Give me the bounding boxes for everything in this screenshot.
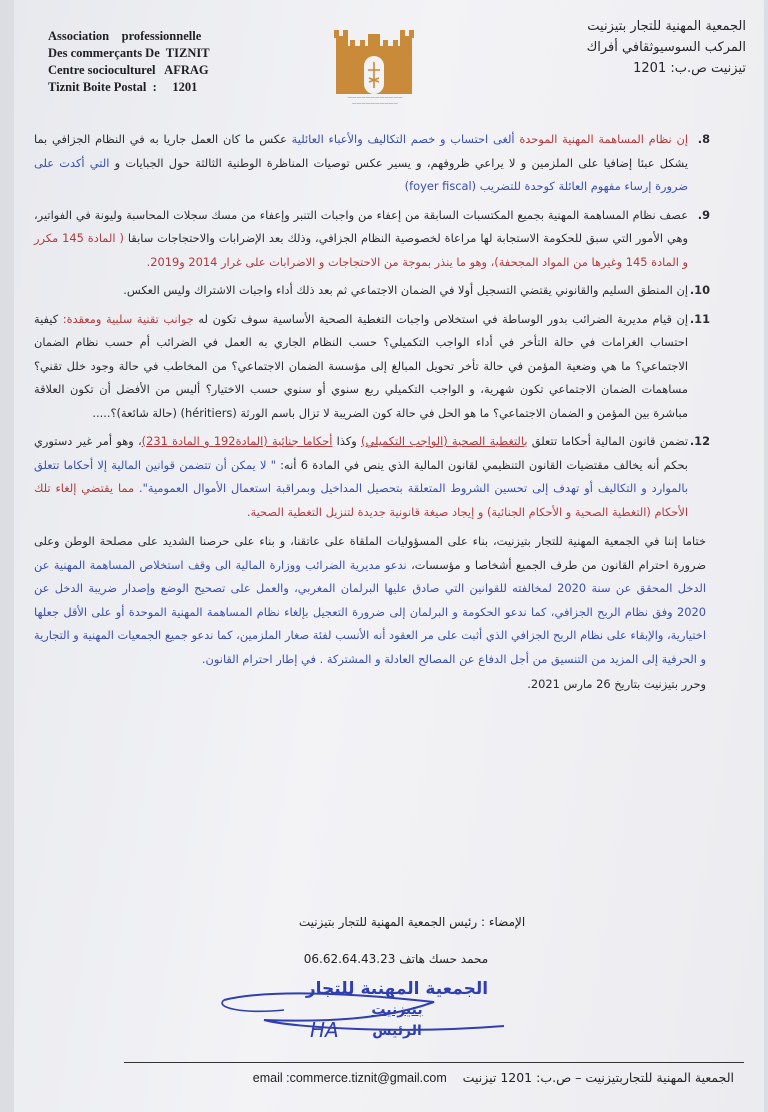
paragraph-number: 8. (697, 132, 710, 146)
text-run: عصف نظام المساهمة المهنية بجميع المكتسبات السابقة من إعفاء من واجبات التنبر وإعفاء من مسك سجلات المحاسبة وليونة في الفواتير، وهي الأمور التي سبق للحكومة الاستجابة لها مراعاة لخصوصية النظام الجزافي، وذلك بعد الإضرابات والاحتجاجات سابقا (34, 207, 688, 245)
signature-title: الإمضاء : رئيس الجمعية المهنية للتجار بتيزنيت (298, 915, 526, 929)
text-run: ندعو مديرية الضرائب ووزارة المالية الى وقف استخلاص المساهمة المهنية عن الدخل المحقق عن سنة 2020 لمخالفته للقوانين التي صادق عليها البرلمان المغربي، والعمل على تصحيح الوضع وإصدار ضريبة الدخل عن 2020 وفق نظام الربح الجزافي، كما ندعو الحكومة و البرلمان إلى ضرورة التعجيل بإلغاء نظام المساهمة المهنية الموحدة أو على الأقل جعلها اختيارية، والإبقاء على نظام الربح الجزافي الذي أثبت على مر العقود أنه الأنسب لفئة صغار الملزمين، كما ندعو جميع الجمعيات المهنية و التجارية و الحرفية إلى المزيد من التنسيق من أجل الدفاع عن المصالح العادلة و المشتركة . في إطار احترام القانون. (34, 557, 707, 666)
closing-paragraph (34, 530, 706, 671)
signature-initials: HA (310, 1018, 339, 1042)
text-run: إن قيام مديرية الضرائب بدور الوساطة في استخلاص واجبات التغطية الصحية الأساسية سوف تكون له (193, 311, 689, 326)
paragraph-number: 9. (697, 207, 710, 222)
footer-divider (124, 1062, 744, 1063)
text-run: كيفية احتساب الغرامات في حالة التأخر في أداء الواجب التكميلي؟ حسب النظام الجاري به العمل في الضرائب أم حسب نظام الضمان الاجتماعي؟ ما هي وضعية المؤمن في حالة تأخر تحويل المبالغ إلى مؤسسة الضمان الاجتماعي؟ من المخاطب في حالة وجود خلل تقني؟ مساهمات الضمان الاجتماعي تكون شهرية، و الواجب التكميلي ربع سنوي أو سنوي حسب الاختيار؟ أليس من الأفضل أن تكون العلاقة مباشرة بين المؤمن و الضمان الاجتماعي؟ ما هو الحل في حالة كون الضريبة لا تزال باسم الورثة (héritiers) (حالة شائعة)؟..... (34, 311, 688, 420)
paragraph-number: 10. (689, 283, 710, 297)
text-run: عكس ما كان العمل جاريا به في النظام الجزافي بما يشكل عبئا إضافيا على الملزمين و لا يراعي ظروفهم، و يسير عكس توصيات المناظرة الوطنية الثالثة حول الجبايات و (34, 132, 688, 170)
logo-caption: ———————————— —————————— (347, 96, 403, 107)
numbered-paragraph (34, 279, 710, 303)
stamp-line-city: بتيزنيت (371, 1002, 423, 1018)
text-run: إن المنطق السليم والقانوني يقتضي التسجيل أولا في الضمان الاجتماعي ثم بعد ذلك أداء واجبات الاشتراك وليس العكس. (123, 283, 688, 297)
footer-email: email :commerce.tiznit@gmail.com (252, 1071, 447, 1085)
text-run: وكذا (332, 434, 361, 448)
footer (174, 1070, 734, 1085)
text-run: ختاما إننا في الجمعية المهنية للتجار بتيزنيت، بناء على المسؤوليات الملقاة على عاتقنا، و بناء على حرصنا الشديد على مصلحة الوطن وعلى ضرورة احترام القانون من طرف الجميع أشخاصا و مؤسسات، (34, 534, 706, 572)
document-page (14, 0, 764, 1112)
paragraph-number: 11. (689, 311, 710, 326)
header-arabic-name: الجمعية المهنية للتجار بتيزنيت (587, 19, 746, 34)
header-arabic-postbox: تيزنيت ص.ب: 1201 (633, 61, 746, 76)
letter-body (34, 128, 710, 697)
header-french: Association professionnelle Des commerçants De TIZNIT Centre socioculturel AFRAG Tiznit Boite Postal : 1201 (48, 29, 210, 94)
paragraph-number: 12. (689, 434, 710, 448)
stamp-line-association: الجمعية المهنية للتجار (305, 979, 489, 999)
text-run: ( المادة 145 مكرر و المادة 145 وغيرها من المواد المجحفة)، وهو ما ينذر بموجة من الاحتجاجات و الاضرابات على غرار 2014 و2019. (34, 231, 688, 269)
header-arabic-center: المركب السوسيوثقافي أفراك (586, 40, 746, 55)
text-run: " لا يمكن أن تتضمن قوانين المالية إلا أحكاما تتعلق بالموارد و التكاليف أو تهدف إلى تحسين الشروط المتعلقة بتحصيل المداخيل وبمراقبة استعمال الأموال العمومية". (34, 457, 688, 495)
text-run: جوانب تقنية سلبية ومعقدة: (62, 311, 194, 326)
stamp-line-president: الرئيس (372, 1023, 422, 1039)
text-run: التي أكدت على ضرورة إرساء مفهوم العائلة كوحدة للتضريب (foyer fiscal) (34, 155, 688, 193)
numbered-paragraph (34, 128, 710, 199)
text-run: تضمن قانون المالية أحكاما تتعلق (527, 434, 689, 448)
numbered-paragraph (34, 430, 710, 524)
numbered-paragraph (34, 204, 710, 275)
president-name-phone: محمد حسك هاتف 06.62.64.43.23 (303, 952, 489, 966)
text-run: ألغى احتساب و خصم التكاليف والأعباء العائلية (291, 132, 515, 146)
numbered-paragraph (34, 308, 710, 426)
header-arabic (466, 16, 746, 79)
text-run: بالتغطية الصحية (الواجب التكميلي) (361, 434, 528, 448)
text-run: أحكاما جنائية (المادة192 و المادة 231) (141, 434, 333, 448)
text-run: إن نظام المساهمة المهنية الموحدة (514, 132, 688, 146)
text-run: مما يقتضي إلغاء تلك الأحكام (التغطية الصحية و الأحكام الجنائية) و إيجاد صيغة قانونية جديدة لتنزيل التغطية الصحية. (34, 481, 688, 519)
text-run: ، وهو أمر غير دستوري بحكم أنه يخالف مقتضيات القانون التنظيمي لقانون المالية الذي ينص في المادة 6 أنه: (34, 434, 688, 472)
date-line: وحرر بتيزنيت بتاريخ 26 مارس 2021. (527, 677, 706, 691)
footer-arabic-address: الجمعية المهنية للتجاربتيزنيت – ص.ب: 1201 تيزنيت (462, 1070, 734, 1085)
